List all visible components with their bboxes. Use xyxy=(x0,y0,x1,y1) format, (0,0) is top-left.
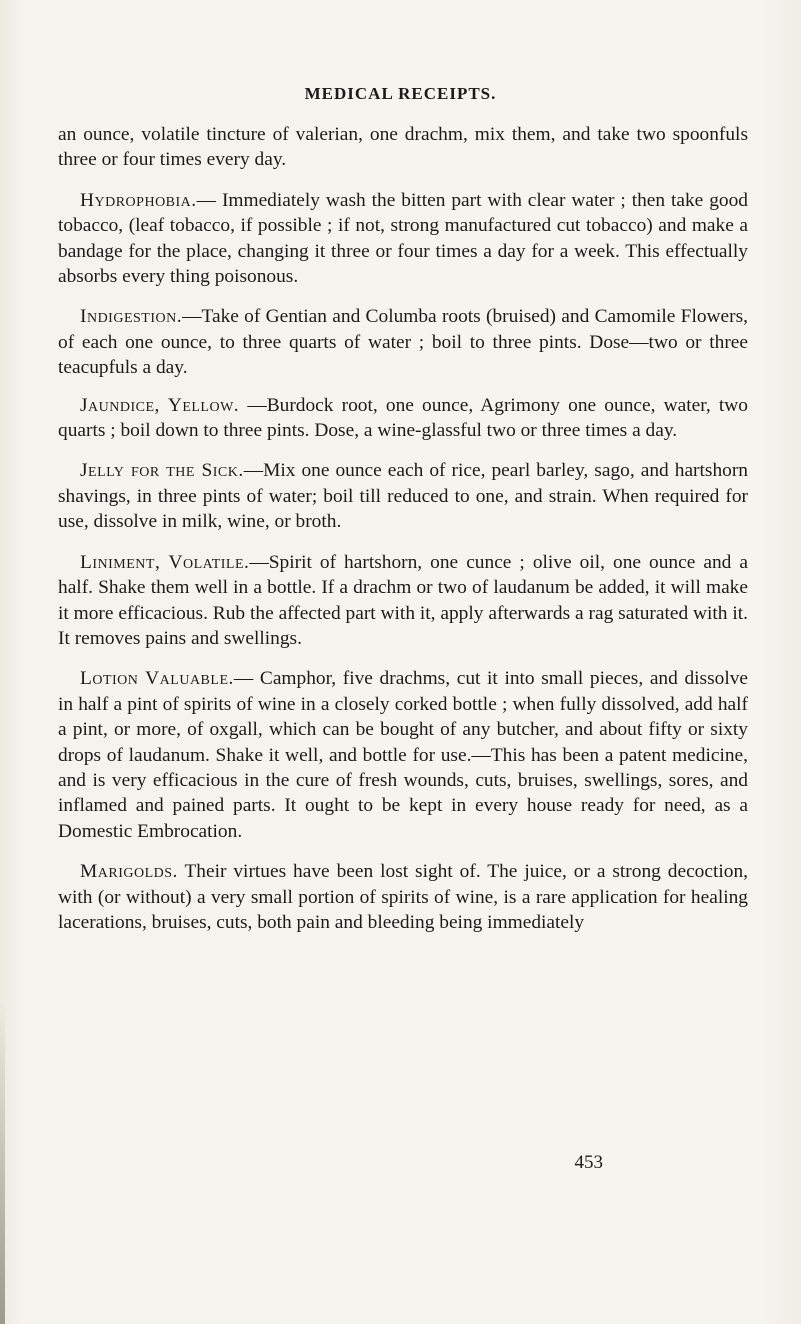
entry-heading: Jaundice, Yellow. xyxy=(80,394,240,416)
paragraph-jaundice xyxy=(58,393,748,444)
entry-heading: Lotion Valuable. xyxy=(80,668,234,690)
entry-heading: Hydrophobia. xyxy=(80,189,197,211)
page-number: 453 xyxy=(574,1152,603,1173)
entry-heading: Marigolds. xyxy=(80,861,178,883)
paragraph-body: —Take of Gentian and Columba roots (bruised) and Camomile Flowers, of each one ounce, to three quarts of water ; boil to three pints. Dose—two or three teacupfuls a day. xyxy=(58,306,748,379)
paragraph-body: — Camphor, five drachms, cut it into small pieces, and dissolve in half a pint of spirits of wine in a closely corked bottle ; when fully dissolved, add half a pint, or more, of oxgall, which can be bought of any butcher, and about fifty or sixty drops of laudanum. Shake it well, and bottle for use.—This has been a patent medicine, and is very efficacious in the cure of fresh wounds, cuts, bruises, swellings, sores, and inflamed and pained parts. It ought to be kept in every house ready for need, as a Domestic Embrocation. xyxy=(58,668,749,842)
paragraph-lotion xyxy=(58,666,748,844)
entry-heading: Jelly for the Sick. xyxy=(80,460,244,482)
paragraph-liniment xyxy=(58,550,748,652)
running-header: MEDICAL RECEIPTS. xyxy=(304,84,497,103)
entry-heading: Liniment, Volatile. xyxy=(80,551,250,573)
entry-heading: Indigestion. xyxy=(80,306,183,328)
paragraph-hydrophobia xyxy=(58,188,748,290)
paragraph-body: — Immediately wash the bitten part with clear water ; then take good tobacco, (leaf tobacco, if possible ; if not, strong manufactured cut tobacco) and make a bandage for the place, changing it three or four times a day for a week. This effectually absorbs every thing poisonous. xyxy=(58,189,748,288)
paragraph-marigolds xyxy=(58,859,748,935)
paragraph-body: —Mix one ounce each of rice, pearl barley, sago, and hartshorn shavings, in three pints of water; boil till reduced to one, and strain. When required for use, dissolve in milk, wine, or broth. xyxy=(58,460,748,533)
paragraph-body: —Burdock root, one ounce, Agrimony one ounce, water, two quarts ; boil down to three pints. Dose, a wine-glassful two or three times a day. xyxy=(58,394,748,442)
paragraph-indigestion xyxy=(58,304,748,380)
body-text xyxy=(58,122,748,950)
binding-shadow xyxy=(0,1000,5,1324)
paragraph-body: Their virtues have been lost sight of. The juice, or a strong decoction, with (or without) a very small portion of spirits of wine, is a rare application for healing lacerations, bruises, cuts, both pain and bleeding being immediately xyxy=(58,861,748,933)
paragraph-jelly xyxy=(58,458,748,534)
paragraph-body: an ounce, volatile tincture of valerian, one drachm, mix them, and take two spoonfuls three or four times every day. xyxy=(58,124,748,171)
paragraph-body: —Spirit of hartshorn, one cunce ; olive oil, one ounce and a half. Shake them well in a bottle. If a drachm or two of laudanum be added, it will make it more efficacious. Rub the affected part with it, apply afterwards a rag saturated with it. It removes pains and swellings. xyxy=(58,551,748,649)
paragraph-continuation xyxy=(58,122,748,173)
